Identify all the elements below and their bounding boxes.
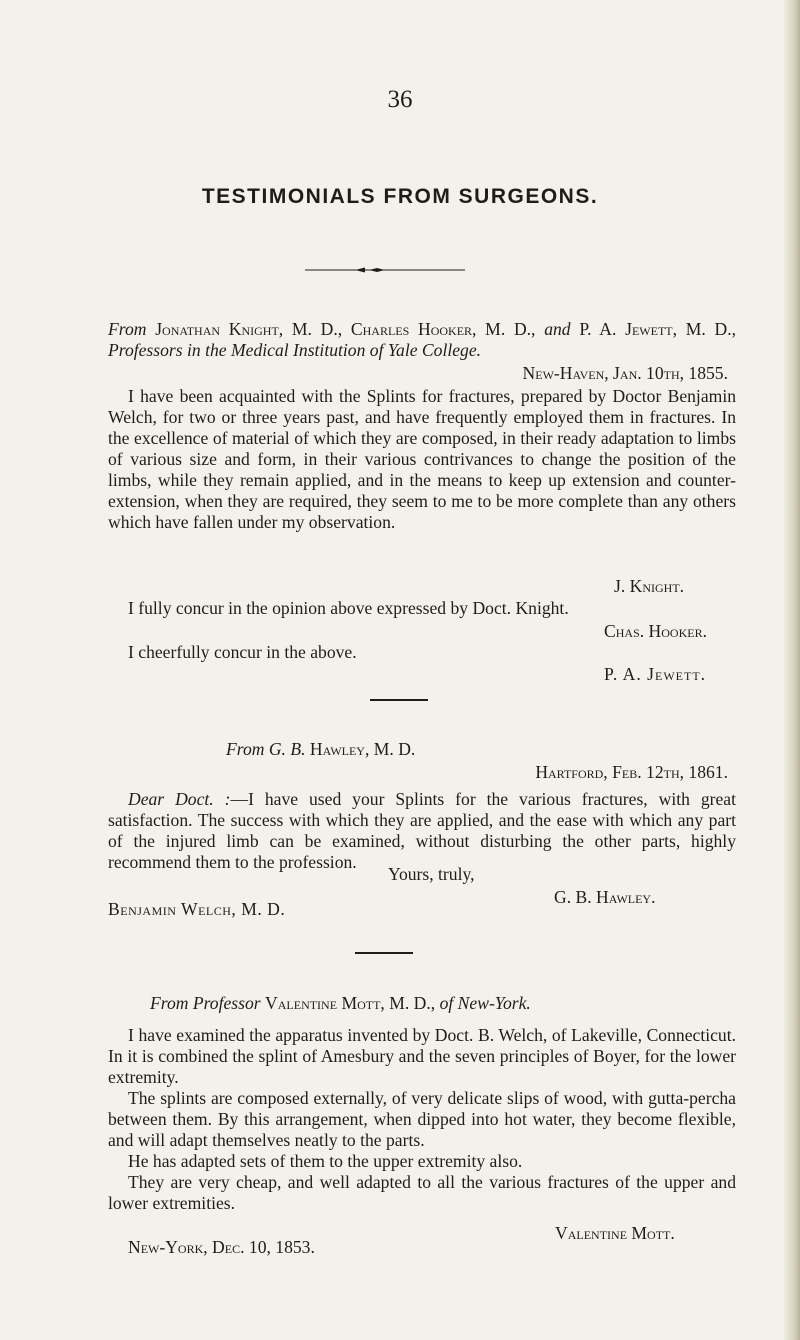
testimonial-hawley [108,762,736,873]
testimonial-2-source: From G. B. Hawley, M. D. [226,739,416,759]
addressee-welch: Benjamin Welch, M. D. [108,899,286,919]
testimonial-1-source: From Jonathan Knight, M. D., Charles Hooker, M. D., and P. A. Jewett, M. D., Professors in the Medical Institution of Yale College. [108,319,737,360]
testimonial-3-place-date: New-York, Dec. 10, 1853. [128,1237,315,1257]
page-edge-shadow [784,0,800,1340]
testimonial-3-para-1: I have examined the apparatus invented by Doct. B. Welch, of Lakeville, Connecticut. In it is combined the splint of Amesbury and the seven principles of Boyer, for the lower extremity. [108,1025,736,1087]
testimonial-1-place-date: New-Haven, Jan. 10th, 1855. [522,363,728,383]
signature-hawley: G. B. Hawley. [554,887,656,907]
testimonial-3-para-4: They are very cheap, and well adapted to all the various fractures of the upper and lower extremities. [108,1172,736,1213]
ornament-divider [305,267,465,273]
signature-knight: J. Knight. [614,576,685,596]
section-heading: TESTIMONIALS FROM SURGEONS. [201,185,599,208]
testimonial-3-para-3: He has adapted sets of them to the upper extremity also. [128,1151,523,1171]
section-rule [370,699,428,701]
concur-knight: I fully concur in the opinion above expressed by Doct. Knight. [128,598,569,618]
signature-hooker: Chas. Hooker. [604,621,707,641]
signature-mott: Valentine Mott. [555,1223,675,1243]
signature-jewett: P. A. Jewett. [604,664,707,684]
section-rule [355,952,413,954]
concur-hooker: I cheerfully concur in the above. [128,642,357,662]
testimonial-3-para-2: The splints are composed externally, of very delicate slips of wood, with gutta-percha between them. By this arrangement, when dipped into hot water, they become flexible, and will adapt themselves neatly to the parts. [108,1088,736,1150]
closing-yours-truly: Yours, truly, [388,864,475,884]
testimonial-2-place-date: Hartford, Feb. 12th, 1861. [535,762,728,782]
testimonial-3-source: From Professor Valentine Mott, M. D., of New-York. [150,993,531,1013]
testimonial-2-body: Dear Doct. :—I have used your Splints for the various fractures, with great satisfaction. The success with which they are applied, and the ease with which any part of the injured limb can be examined, without disturbing the other parts, highly recommend them to the profession. [108,789,736,872]
testimonial-mott [108,1025,736,1214]
testimonial-knight-hooker-jewett [108,319,736,533]
testimonial-1-body: I have been acquainted with the Splints for fractures, prepared by Doctor Benjamin Welch, for two or three years past, and have frequently employed them in fractures. In the excellence of material of which they are composed, in their ready adaptation to limbs of various size and form, in their various contrivances to change the position of the limbs, while they remain applied, and in the means to keep up extension and counter-extension, when they are required, they seem to me to be more complete than any others which have fallen under my observation. [108,386,736,532]
page-number: 36 [387,86,413,113]
